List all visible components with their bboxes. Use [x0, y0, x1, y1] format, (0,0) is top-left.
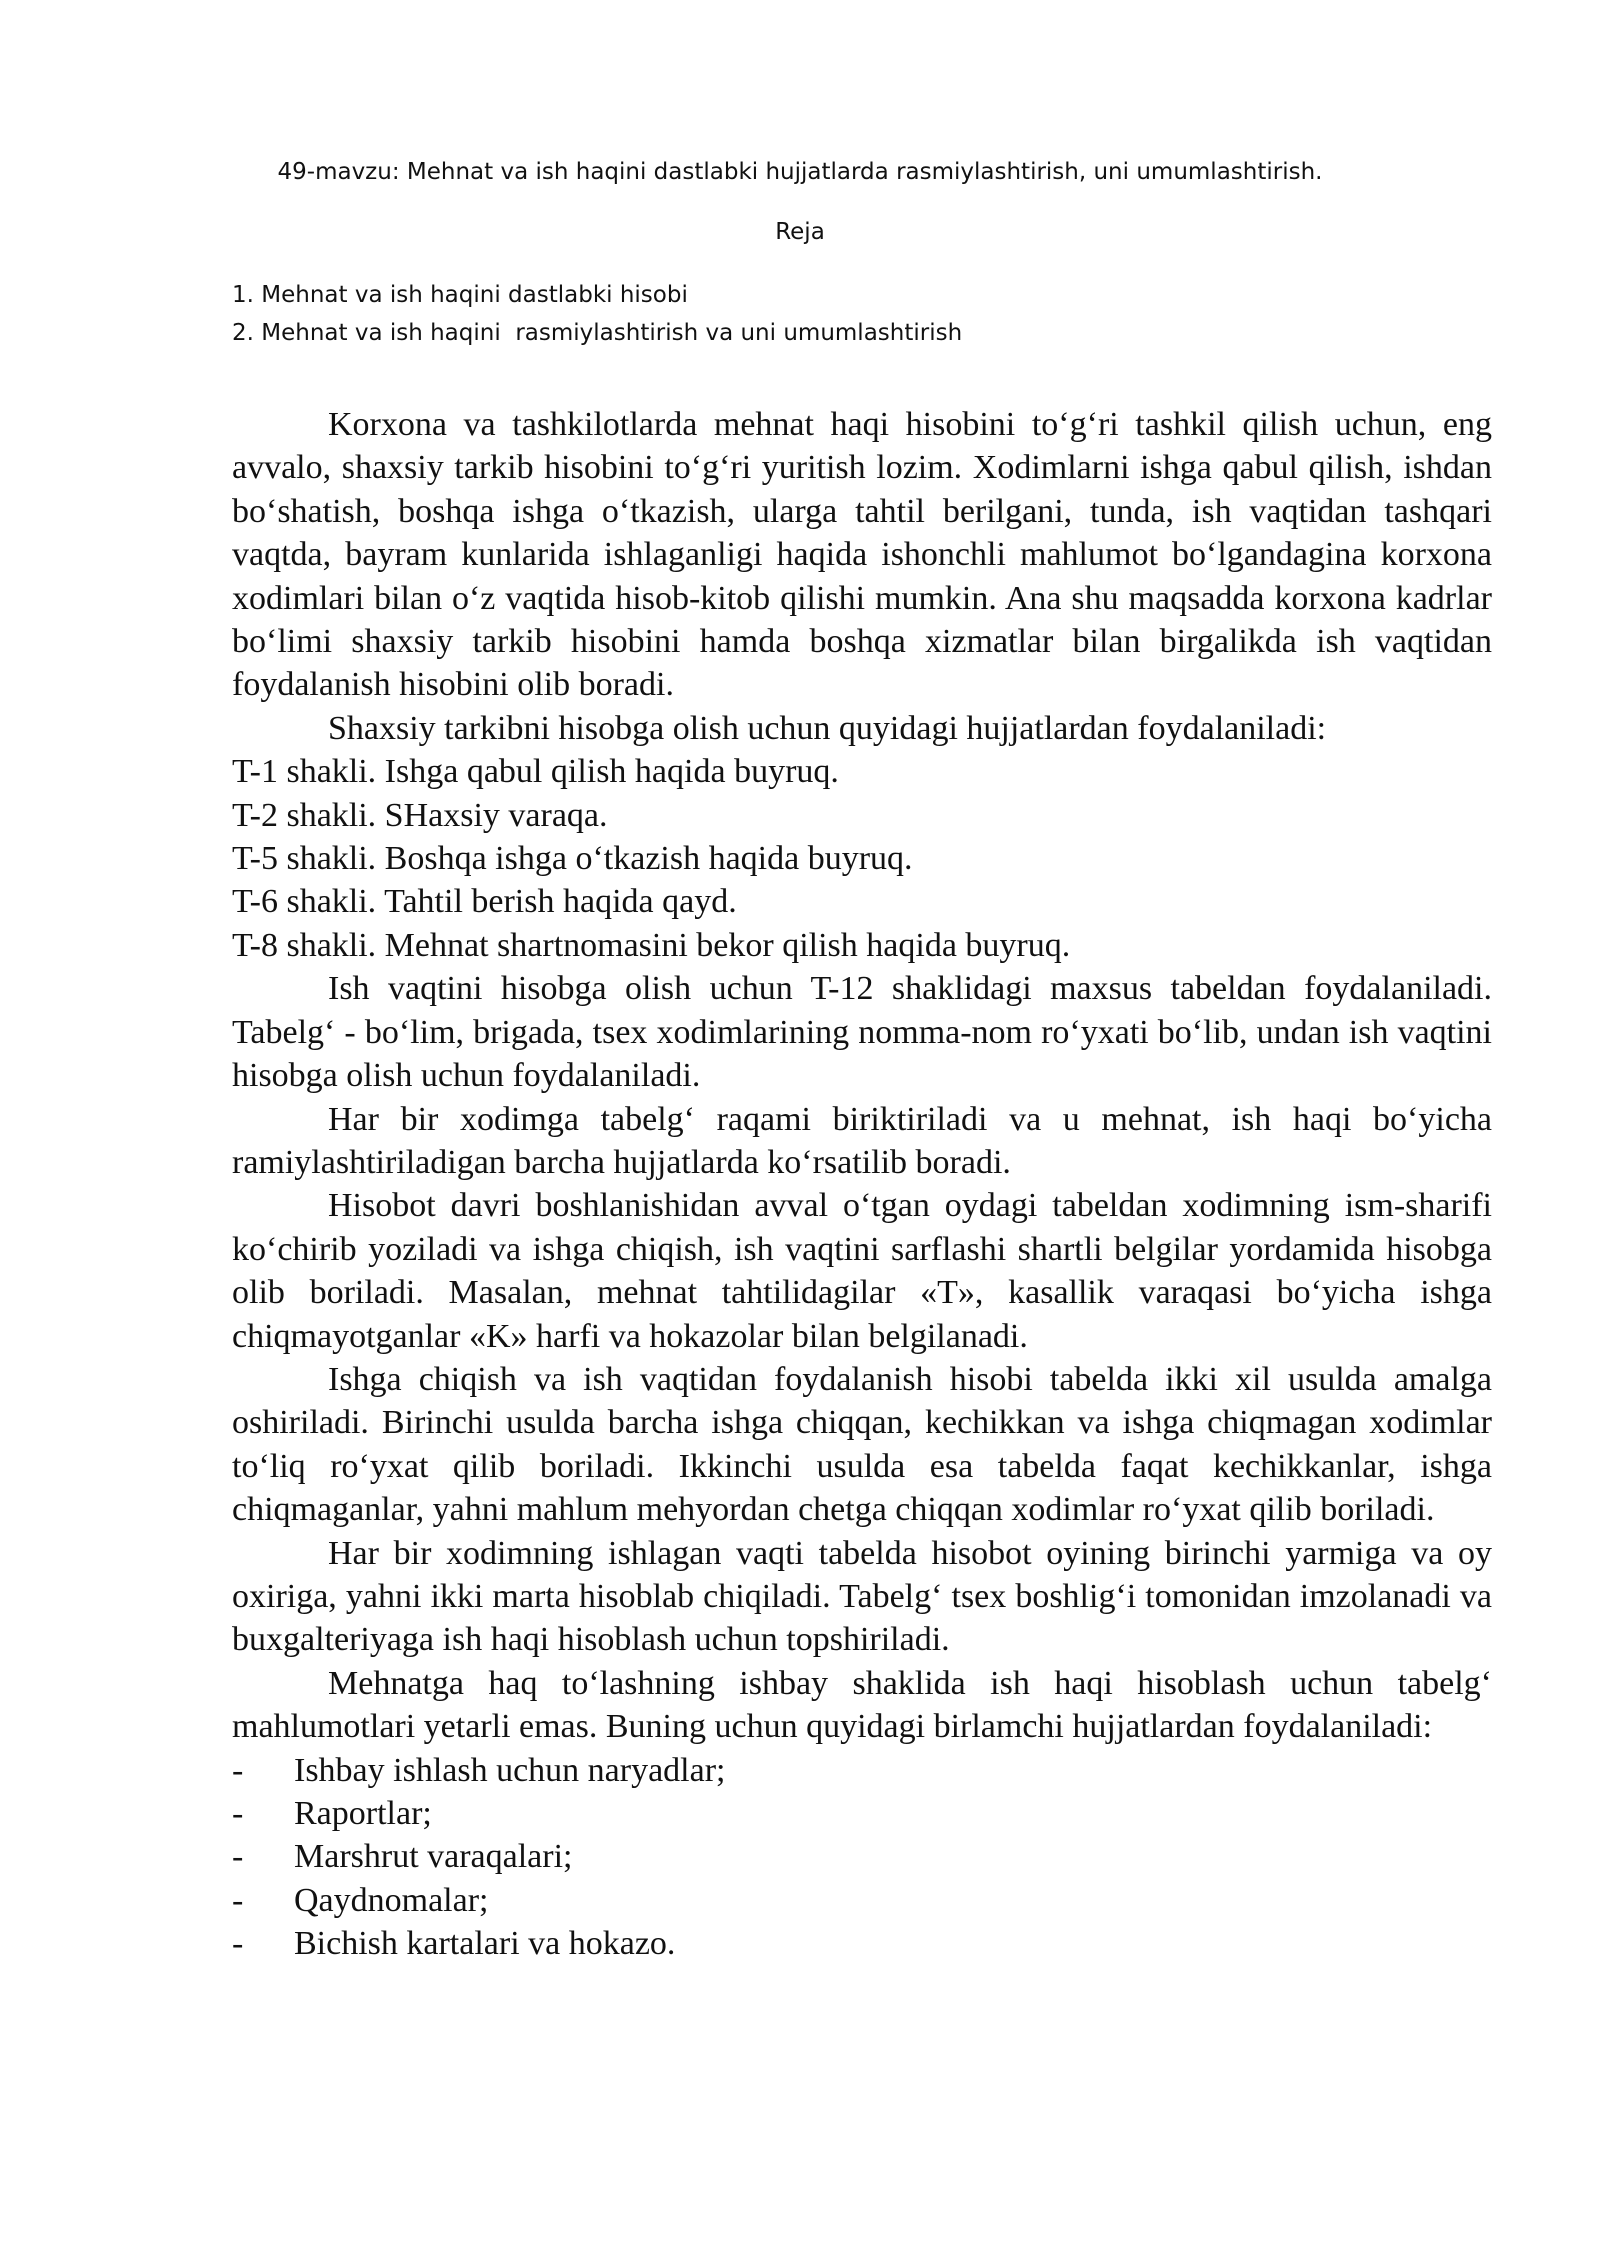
- list-item-text: Qaydnomalar;: [294, 1881, 489, 1919]
- list-item-text: Marshrut varaqalari;: [294, 1838, 573, 1876]
- document-body: [232, 403, 1492, 1966]
- paragraph: Ish vaqtini hisobga olish uchun T-12 shaklidagi maxsus tabeldan foydalaniladi. Tabelg‘ - bo‘lim, brigada, tsex xodimlarining nomma-nom ro‘yxati bo‘lib, undan ish vaqtini hisobga olish uchun foydalaniladi.: [232, 970, 1492, 1095]
- list-item: [232, 1749, 1492, 1792]
- plan-heading: Reja: [775, 219, 825, 245]
- plan-list: [232, 276, 1392, 352]
- list-item: [232, 1835, 1492, 1878]
- form-item: T-8 shakli. Mehnat shartnomasini bekor qilish haqida buyruq.: [232, 926, 1071, 964]
- form-item: T-1 shakli. Ishga qabul qilish haqida buyruq.: [232, 753, 839, 791]
- paragraph: Ishga chiqish va ish vaqtidan foydalanish hisobi tabelda ikki xil usulda amalga oshiriladi. Birinchi usulda barcha ishga chiqqan, kechikkan va ishga chiqmagan xodimlar to‘liq ro‘yxat qilib boriladi. Ikkinchi usulda esa tabelda faqat kechikkanlar, ishga chiqmaganlar, yahni mahlum mehyordan chetga chiqqan xodimlar ro‘yxat qilib boriladi.: [232, 1360, 1492, 1529]
- form-item: T-6 shakli. Tahtil berish haqida qayd.: [232, 883, 737, 921]
- paragraph: Hisobot davri boshlanishidan avval o‘tgan oydagi tabeldan xodimning ism-sharifi ko‘chirib yoziladi va ishga chiqish, ish vaqtini sarflashi shartli belgilar yordamida hisobga olib boriladi. Masalan, mehnat tahtilidagilar «T», kasallik varaqasi bo‘yicha ishga chiqmayotganlar «K» harfi va hokazolar bilan belgilanadi.: [232, 1187, 1492, 1355]
- document-title: 49-mavzu: Mehnat va ish haqini dastlabki hujjatlarda rasmiylashtirish, uni umumlashtirish.: [277, 159, 1323, 185]
- list-item-text: Bichish kartalari va hokazo.: [294, 1925, 676, 1963]
- plan-item: 1. Mehnat va ish haqini dastlabki hisobi: [232, 282, 688, 308]
- list-item-text: Raportlar;: [294, 1795, 432, 1832]
- list-item: [232, 1792, 1492, 1835]
- paragraph: Korxona va tashkilotlarda mehnat haqi hisobini to‘g‘ri tashkil qilish uchun, eng avvalo, shaxsiy tarkib hisobini to‘g‘ri yuritish lozim. Xodimlarni ishga qabul qilish, ishdan bo‘shatish, boshqa ishga o‘tkazish, ularga tahtil berilgani, tunda, ish vaqtidan tashqari vaqtda, bayram kunlarida ishlaganligi haqida ishonchli mahlumot bo‘lgandagina korxona xodimlari bilan o‘z vaqtida hisob-kitob qilishi mumkin. Ana shu maqsadda korxona kadrlar bo‘limi shaxsiy tarkib hisobini hamda boshqa xizmatlar bilan birgalikda ish vaqtidan foydalanish hisobini olib boradi.: [232, 406, 1492, 704]
- dash-marker: -: [232, 1751, 244, 1789]
- form-item: T-5 shakli. Boshqa ishga o‘tkazish haqida buyruq.: [232, 840, 913, 878]
- dash-marker: -: [232, 1795, 244, 1832]
- plan-item: 2. Mehnat va ish haqini rasmiylashtirish va uni umumlashtirish: [232, 320, 963, 346]
- paragraph: Har bir xodimga tabelg‘ raqami biriktiriladi va u mehnat, ish haqi bo‘yicha ramiylashtiriladigan barcha hujjatlarda ko‘rsatilib boradi.: [232, 1100, 1492, 1181]
- dash-marker: -: [232, 1925, 244, 1963]
- dash-marker: -: [232, 1881, 244, 1919]
- list-item-text: Ishbay ishlash uchun naryadlar;: [294, 1751, 726, 1789]
- list-item: [232, 1922, 1492, 1965]
- paragraph: Har bir xodimning ishlagan vaqti tabelda hisobot oyining birinchi yarmiga va oy oxiriga, yahni ikki marta hisoblab chiqiladi. Tabelg‘ tsex boshlig‘i tomonidan imzolanadi va buxgalteriyaga ish haqi hisoblash uchun topshiriladi.: [232, 1534, 1492, 1659]
- form-item: T-2 shakli. SHaxsiy varaqa.: [232, 796, 608, 834]
- dash-marker: -: [232, 1838, 244, 1876]
- paragraph: Mehnatga haq to‘lashning ishbay shaklida ish haqi hisoblash uchun tabelg‘ mahlumotlari yetarli emas. Buning uchun quyidagi birlamchi hujjatlardan foydalaniladi:: [232, 1664, 1492, 1746]
- list-item: [232, 1879, 1492, 1922]
- paragraph: Shaxsiy tarkibni hisobga olish uchun quyidagi hujjatlardan foydalaniladi:: [328, 709, 1327, 747]
